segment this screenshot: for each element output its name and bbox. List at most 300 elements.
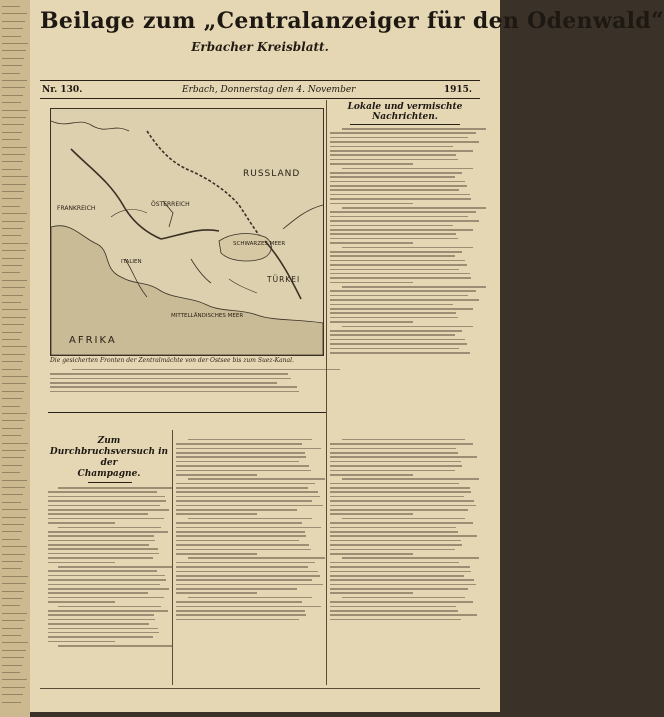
strip-print-line <box>2 687 25 688</box>
print-line <box>188 439 312 441</box>
print-line <box>176 509 297 511</box>
print-line <box>48 628 158 630</box>
article-heading-rule <box>88 482 132 483</box>
print-line <box>188 557 326 559</box>
print-line <box>48 540 155 542</box>
strip-print-line <box>2 21 25 22</box>
issue-year: 1915. <box>443 85 472 95</box>
strip-print-line <box>2 487 25 488</box>
strip-print-line <box>2 235 21 236</box>
print-line <box>330 491 471 493</box>
print-line <box>58 606 162 608</box>
strip-print-line <box>2 287 25 288</box>
strip-print-line <box>2 295 23 296</box>
print-line <box>176 505 323 507</box>
print-line <box>176 606 321 608</box>
print-line <box>330 282 413 284</box>
print-line <box>48 575 165 577</box>
map-label-russland: RUSSLAND <box>243 169 301 179</box>
print-line <box>342 286 486 288</box>
print-line <box>176 496 320 498</box>
strip-print-line <box>2 117 26 118</box>
strip-print-line <box>2 73 20 74</box>
strip-print-line <box>2 591 24 592</box>
print-line <box>330 159 458 161</box>
print-line <box>342 557 479 559</box>
print-line <box>342 168 473 170</box>
strip-print-line <box>2 635 21 636</box>
print-line <box>342 128 486 130</box>
strip-print-line <box>2 620 25 621</box>
strip-print-line <box>2 694 23 695</box>
print-line <box>330 203 413 205</box>
print-line <box>50 378 291 380</box>
strip-print-line <box>2 50 26 51</box>
print-line <box>176 527 321 529</box>
print-line <box>176 544 309 546</box>
print-line <box>330 474 413 476</box>
article-column-1 <box>48 436 170 649</box>
print-line <box>176 610 305 612</box>
print-line <box>330 163 413 165</box>
strip-print-line <box>2 605 20 606</box>
print-line <box>48 614 154 616</box>
strip-print-line <box>2 213 27 214</box>
print-line <box>330 535 477 537</box>
article-heading <box>48 436 170 480</box>
print-line <box>330 553 413 555</box>
print-line <box>330 566 470 568</box>
print-line <box>342 326 473 328</box>
print-line <box>342 478 479 480</box>
print-line <box>176 465 309 467</box>
print-line <box>48 553 159 555</box>
print-line <box>58 487 173 489</box>
strip-print-line <box>2 36 21 37</box>
print-line <box>342 247 473 249</box>
strip-print-line <box>2 317 26 318</box>
print-line <box>176 500 312 502</box>
print-line <box>176 513 257 515</box>
strip-print-line <box>2 517 26 518</box>
strip-print-line <box>2 568 21 569</box>
print-line <box>330 299 479 301</box>
print-line <box>176 601 302 603</box>
print-line <box>330 334 455 336</box>
strip-print-line <box>2 665 22 666</box>
print-line <box>176 487 308 489</box>
print-line <box>330 229 473 231</box>
print-line <box>330 154 456 156</box>
print-line <box>48 509 169 511</box>
print-line <box>330 452 458 454</box>
print-line <box>330 308 473 310</box>
print-line <box>330 461 461 463</box>
print-line <box>176 470 311 472</box>
strip-print-line <box>2 346 27 347</box>
print-line <box>48 632 159 634</box>
print-line <box>48 636 153 638</box>
print-line <box>50 391 299 393</box>
strip-print-line <box>2 228 23 229</box>
print-line <box>58 645 173 647</box>
print-line <box>330 277 471 279</box>
strip-print-line <box>2 369 21 370</box>
strip-print-line <box>2 110 28 111</box>
print-line <box>176 456 306 458</box>
print-line <box>48 588 169 590</box>
print-line <box>330 531 458 533</box>
strip-print-line <box>2 583 26 584</box>
strip-print-line <box>2 628 23 629</box>
print-line <box>330 610 458 612</box>
strip-print-line <box>2 672 20 673</box>
print-line <box>58 527 162 529</box>
strip-print-line <box>2 139 20 140</box>
strip-print-line <box>2 554 25 555</box>
strip-print-line <box>2 420 25 421</box>
print-line <box>48 592 148 594</box>
print-line <box>48 597 164 599</box>
strip-print-line <box>2 58 24 59</box>
strip-print-line <box>2 576 28 577</box>
strip-print-line <box>2 309 28 310</box>
strip-print-line <box>2 206 20 207</box>
print-line <box>176 571 318 573</box>
print-line <box>176 452 305 454</box>
print-line <box>330 220 479 222</box>
strip-print-line <box>2 161 23 162</box>
local-news-heading-rule <box>350 124 460 125</box>
print-line <box>342 518 465 520</box>
article-heading-line2: Champagne. <box>77 469 141 479</box>
strip-print-line <box>2 398 22 399</box>
local-news-body <box>330 128 480 354</box>
article-column-3 <box>330 436 480 623</box>
strip-print-line <box>2 95 23 96</box>
print-line <box>330 181 465 183</box>
strip-print-line <box>2 87 25 88</box>
print-line <box>330 216 468 218</box>
print-line <box>342 207 486 209</box>
print-line <box>330 141 479 143</box>
strip-print-line <box>2 65 22 66</box>
print-line <box>176 535 306 537</box>
strip-print-line <box>2 539 20 540</box>
map-label-tuerkei: TÜRKEI <box>267 275 301 284</box>
print-line <box>330 233 456 235</box>
print-line <box>48 579 166 581</box>
print-line <box>48 544 149 546</box>
print-line <box>48 491 157 493</box>
strip-print-line <box>2 613 27 614</box>
print-line <box>330 211 476 213</box>
masthead-subtitle: Erbacher Kreisblatt. <box>191 40 329 54</box>
print-line <box>176 619 299 621</box>
strip-print-line <box>2 132 22 133</box>
print-line <box>176 491 318 493</box>
strip-print-line <box>2 428 23 429</box>
print-line <box>330 527 456 529</box>
local-news-column <box>330 102 480 356</box>
print-line <box>48 610 168 612</box>
print-line <box>48 496 165 498</box>
strip-print-line <box>2 546 27 547</box>
print-line <box>330 317 458 319</box>
strip-print-line <box>2 102 21 103</box>
strip-print-line <box>2 80 27 81</box>
print-line <box>330 304 453 306</box>
print-line <box>176 540 299 542</box>
article-body-col1 <box>48 487 170 647</box>
print-line <box>176 562 315 564</box>
print-line <box>330 194 470 196</box>
print-line <box>330 321 413 323</box>
print-line <box>330 255 455 257</box>
adjacent-page-strip <box>0 0 30 717</box>
strip-print-line <box>2 339 20 340</box>
page-bottom-rule <box>40 688 480 689</box>
print-line <box>48 562 115 564</box>
print-line <box>176 579 312 581</box>
article-column-2 <box>176 436 324 623</box>
strip-print-line <box>2 383 26 384</box>
print-line <box>50 373 288 375</box>
article-body-col3 <box>330 439 480 621</box>
strip-print-line <box>2 457 24 458</box>
column-divider-right-lower <box>326 430 327 685</box>
print-line <box>176 461 299 463</box>
print-line <box>176 553 257 555</box>
print-line <box>330 260 465 262</box>
strip-print-line <box>2 657 24 658</box>
strip-print-line <box>2 679 27 680</box>
print-line <box>176 531 305 533</box>
strip-print-line <box>2 13 27 14</box>
strip-print-line <box>2 650 26 651</box>
strip-print-line <box>2 280 27 281</box>
print-line <box>330 132 476 134</box>
article-heading-line1: Zum Durchbruchsversuch in der <box>49 436 169 468</box>
strip-print-line <box>2 124 24 125</box>
print-line <box>58 566 173 568</box>
print-line <box>330 470 455 472</box>
print-line <box>176 549 311 551</box>
print-line <box>48 505 160 507</box>
strip-print-line <box>2 28 23 29</box>
strip-print-line <box>2 250 26 251</box>
strip-print-line <box>2 598 22 599</box>
strip-print-line <box>2 191 24 192</box>
issue-number: Nr. 130. <box>42 85 83 95</box>
print-line <box>50 382 277 384</box>
map-label-italien: ITALIEN <box>121 259 142 265</box>
strip-print-line <box>2 376 28 377</box>
strip-print-line <box>2 184 26 185</box>
strip-print-line <box>2 154 25 155</box>
print-line <box>330 443 473 445</box>
print-line <box>176 448 321 450</box>
print-line <box>176 483 315 485</box>
map-label-frankreich: FRANKREICH <box>57 205 96 212</box>
print-line <box>330 352 470 354</box>
print-line <box>188 597 312 599</box>
strip-print-line <box>2 221 25 222</box>
print-line <box>330 487 470 489</box>
print-line <box>330 584 476 586</box>
print-line <box>48 623 149 625</box>
print-line <box>342 439 465 441</box>
strip-print-line <box>2 480 27 481</box>
strip-print-line <box>2 6 20 7</box>
print-line <box>330 592 413 594</box>
strip-print-line <box>2 332 22 333</box>
print-line <box>330 251 462 253</box>
print-line <box>330 614 477 616</box>
print-line <box>176 575 320 577</box>
strip-print-line <box>2 702 21 703</box>
map-caption-body <box>50 366 324 395</box>
print-line <box>330 549 455 551</box>
print-line <box>330 146 453 148</box>
front-map <box>50 108 324 356</box>
issue-date: Erbach, Donnerstag den 4. November <box>182 85 356 95</box>
header-rule-top <box>40 80 480 81</box>
print-line <box>330 137 468 139</box>
strip-print-line <box>2 176 28 177</box>
strip-print-line <box>2 324 24 325</box>
map-caption: Die gesicherten Fronten der Zentralmächte von der Ostsee bis zum Suez-Kanal. <box>50 357 294 364</box>
strip-print-line <box>2 642 28 643</box>
article-body-col2 <box>176 439 324 621</box>
print-line <box>330 522 473 524</box>
print-line <box>330 343 467 345</box>
print-line <box>48 518 164 520</box>
print-line <box>330 505 476 507</box>
strip-print-line <box>2 265 22 266</box>
strip-print-line <box>2 450 26 451</box>
print-line <box>330 456 477 458</box>
strip-print-line <box>2 406 20 407</box>
map-label-schwarzes-meer: SCHWARZES MEER <box>233 241 286 247</box>
strip-print-line <box>2 147 27 148</box>
print-line <box>176 584 323 586</box>
print-line <box>330 540 461 542</box>
map-label-afrika: AFRIKA <box>69 335 117 346</box>
print-line <box>48 641 115 643</box>
print-line <box>330 571 471 573</box>
print-line <box>176 566 308 568</box>
column-divider-right <box>326 100 327 435</box>
strip-print-line <box>2 43 28 44</box>
print-line <box>330 562 459 564</box>
print-line <box>330 189 459 191</box>
map-label-oesterreich: ÖSTERREICH <box>151 201 190 208</box>
print-line <box>330 606 456 608</box>
column-divider-left-lower <box>172 430 173 685</box>
print-line <box>188 518 312 520</box>
strip-print-line <box>2 413 27 414</box>
strip-print-line <box>2 169 21 170</box>
print-line <box>330 588 468 590</box>
print-line <box>330 544 462 546</box>
print-line <box>342 597 465 599</box>
print-line <box>188 478 326 480</box>
print-line <box>176 588 297 590</box>
map-label-mittellaendisches-meer: MITTELLÄNDISCHES MEER <box>171 313 244 319</box>
masthead-title: Beilage zum „Centralanzeiger für den Odenwald“ <box>40 8 664 34</box>
strip-print-line <box>2 502 21 503</box>
print-line <box>48 531 168 533</box>
strip-print-line <box>2 361 23 362</box>
print-line <box>48 548 158 550</box>
print-line <box>48 513 148 515</box>
print-line <box>330 238 458 240</box>
print-line <box>48 535 154 537</box>
strip-print-line <box>2 509 28 510</box>
print-line <box>48 500 166 502</box>
print-line <box>330 242 413 244</box>
print-line <box>176 474 257 476</box>
strip-print-line <box>2 465 22 466</box>
header-rule-bottom <box>40 98 480 99</box>
print-line <box>330 483 459 485</box>
print-line <box>330 348 459 350</box>
print-line <box>330 465 462 467</box>
strip-print-line <box>2 198 22 199</box>
print-line <box>330 312 456 314</box>
print-line <box>176 614 306 616</box>
strip-print-line <box>2 391 24 392</box>
print-line <box>330 290 476 292</box>
print-line <box>330 225 453 227</box>
strip-print-line <box>2 354 25 355</box>
print-line <box>330 172 462 174</box>
print-line <box>48 570 157 572</box>
print-line <box>50 386 297 388</box>
strip-print-line <box>2 531 22 532</box>
print-line <box>330 176 455 178</box>
print-line <box>330 185 467 187</box>
print-line <box>330 579 474 581</box>
strip-print-line <box>2 243 28 244</box>
print-line <box>330 273 470 275</box>
print-line <box>48 584 160 586</box>
print-line <box>72 369 341 371</box>
strip-print-line <box>2 435 21 436</box>
print-line <box>176 522 302 524</box>
print-line <box>330 295 468 297</box>
strip-print-line <box>2 258 24 259</box>
print-line <box>330 500 474 502</box>
local-news-heading: Lokale und vermischte Nachrichten. <box>347 102 463 122</box>
print-line <box>330 619 461 621</box>
print-line <box>330 496 464 498</box>
print-line <box>330 339 465 341</box>
print-line <box>330 150 473 152</box>
print-line <box>48 522 115 524</box>
print-line <box>48 601 115 603</box>
strip-print-line <box>2 443 28 444</box>
print-line <box>330 509 468 511</box>
print-line <box>330 448 456 450</box>
strip-print-line <box>2 561 23 562</box>
print-line <box>330 269 459 271</box>
print-line <box>330 575 464 577</box>
print-line <box>330 198 471 200</box>
print-line <box>330 513 413 515</box>
print-line <box>48 619 155 621</box>
